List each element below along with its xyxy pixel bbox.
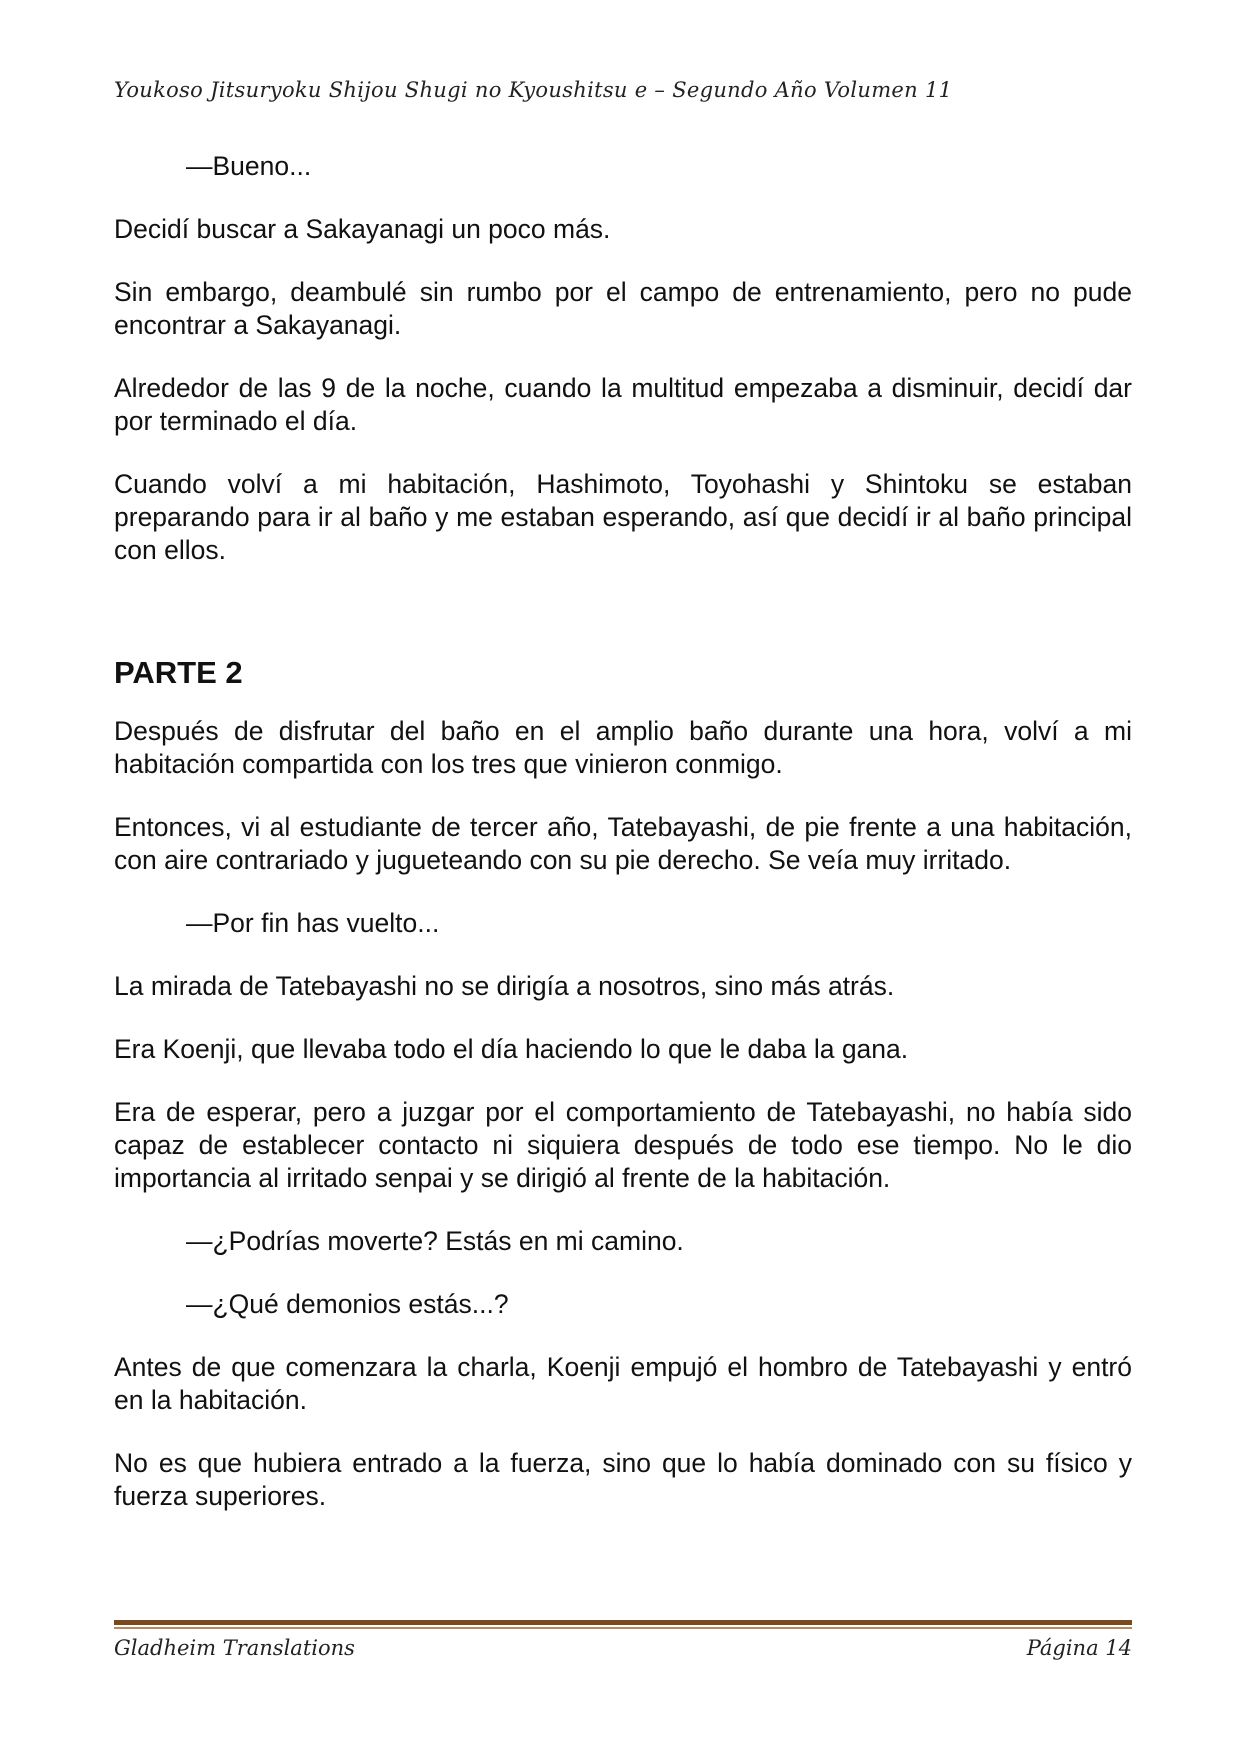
paragraph: Era Koenji, que llevaba todo el día haciendo lo que le daba la gana. [114, 1034, 909, 1064]
paragraph: La mirada de Tatebayashi no se dirigía a nosotros, sino más atrás. [114, 971, 895, 1001]
footer-credit: Gladheim Translations [114, 1636, 355, 1660]
paragraph: Cuando volví a mi habitación, Hashimoto, Toyohashi y Shintoku se estaban preparando para ir al baño y me estaban esperando, así que decidí ir al baño principal con ellos. [114, 469, 1132, 565]
section-heading: PARTE 2 [114, 655, 243, 690]
paragraph: Antes de que comenzara la charla, Koenji empujó el hombro de Tatebayashi y entró en la habitación. [114, 1352, 1132, 1415]
paragraph: Alrededor de las 9 de la noche, cuando la multitud empezaba a disminuir, decidí dar por terminado el día. [114, 373, 1132, 436]
paragraph: Era de esperar, pero a juzgar por el comportamiento de Tatebayashi, no había sido capaz de establecer contacto ni siquiera después de todo ese tiempo. No le dio importancia al irritado senpai y se dirigió al frente de la habitación. [114, 1097, 1132, 1193]
dialogue-line: —¿Podrías moverte? Estás en mi camino. [186, 1226, 684, 1256]
footer-rule-thick [114, 1620, 1132, 1625]
body-text [114, 150, 1132, 1543]
paragraph: Sin embargo, deambulé sin rumbo por el campo de entrenamiento, pero no pude encontrar a Sakayanagi. [114, 277, 1132, 340]
paragraph: No es que hubiera entrado a la fuerza, sino que lo había dominado con su físico y fuerza superiores. [114, 1448, 1132, 1511]
footer-rule-thin [114, 1627, 1132, 1629]
running-header: Youkoso Jitsuryoku Shijou Shugi no Kyoushitsu e – Segundo Año Volumen 11 [114, 78, 953, 102]
dialogue-line: —Por fin has vuelto... [186, 908, 440, 938]
paragraph: Entonces, vi al estudiante de tercer año, Tatebayashi, de pie frente a una habitación, con aire contrariado y jugueteando con su pie derecho. Se veía muy irritado. [114, 812, 1132, 875]
dialogue-line: —¿Qué demonios estás...? [186, 1289, 509, 1319]
dialogue-line: —Bueno... [186, 151, 312, 181]
paragraph: Después de disfrutar del baño en el amplio baño durante una hora, volví a mi habitación compartida con los tres que vinieron conmigo. [114, 716, 1132, 779]
page-number: Página 14 [1026, 1636, 1132, 1660]
paragraph: Decidí buscar a Sakayanagi un poco más. [114, 214, 611, 244]
